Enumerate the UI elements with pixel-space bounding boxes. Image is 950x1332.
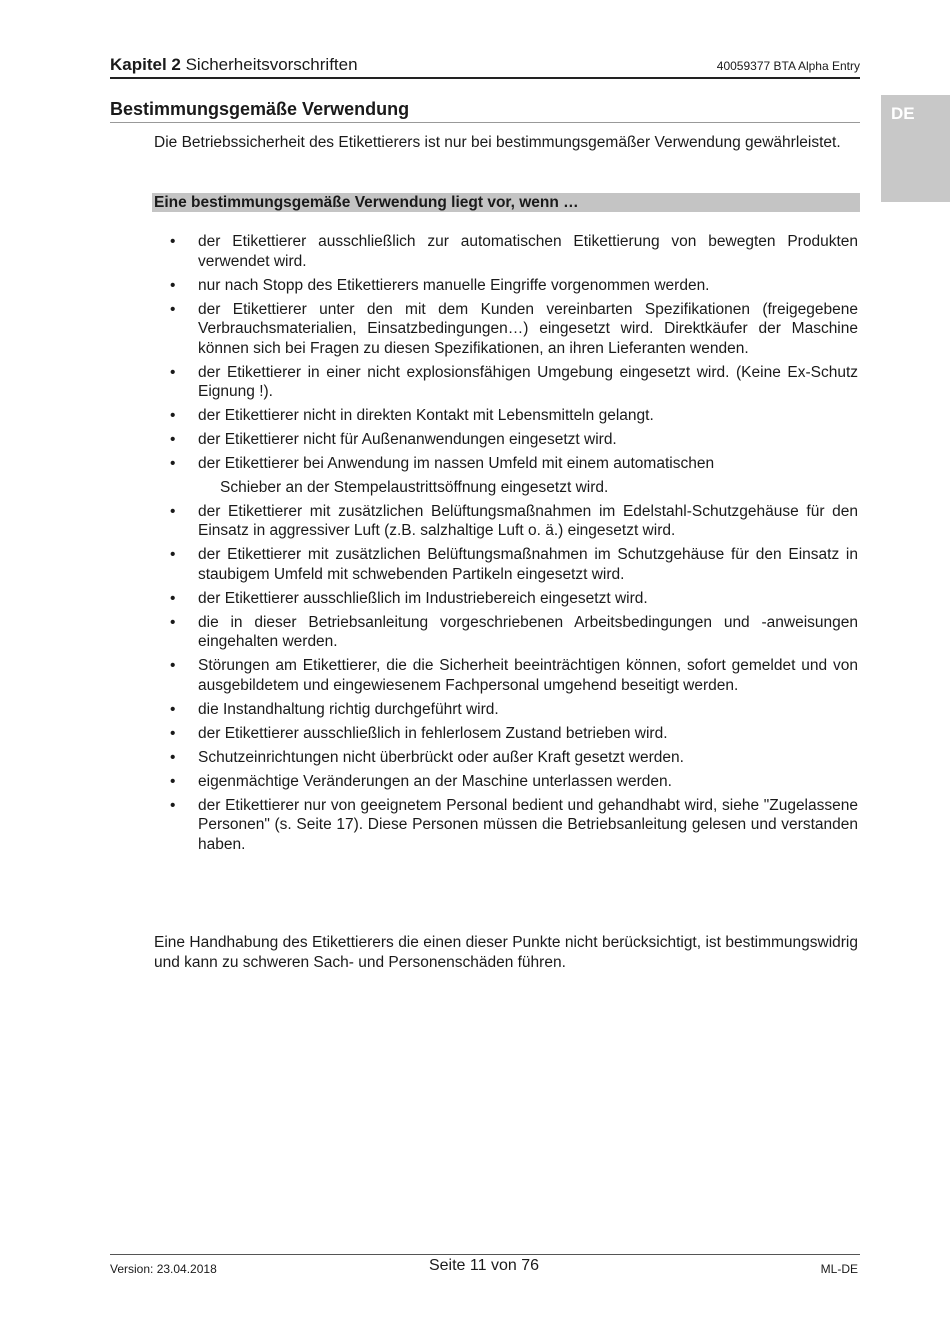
list-item-text: der Etikettierer ausschließlich in fehlerlosem Zustand betrieben wird. <box>198 724 668 742</box>
list-item <box>170 589 858 609</box>
list-item-text: der Etikettierer nicht für Außenanwendungen eingesetzt wird. <box>198 431 617 448</box>
header-rule <box>110 77 860 79</box>
list-item <box>170 406 858 426</box>
list-item <box>170 700 858 720</box>
list-item-text: der Etikettierer nicht in direkten Kontakt mit Lebensmitteln gelangt. <box>198 407 654 424</box>
bullet-icon: • <box>170 407 176 424</box>
bullet-icon: • <box>170 796 176 814</box>
list-item <box>170 772 858 792</box>
language-tab <box>881 95 950 202</box>
list-item <box>170 796 858 855</box>
section-rule <box>110 122 860 123</box>
chapter-heading <box>110 55 358 75</box>
chapter-label: Kapitel 2 <box>110 55 181 74</box>
list-item <box>170 232 858 271</box>
list-item-text: der Etikettierer ausschließlich zur automatischen Etikettierung von bewegten Produkten verwendet wird. <box>198 233 858 270</box>
subheading: Eine bestimmungsgemäße Verwendung liegt vor, wenn … <box>154 194 579 211</box>
bullet-icon: • <box>170 502 176 520</box>
language-tab-label: DE <box>891 104 915 123</box>
list-item-text: der Etikettierer ausschließlich im Industriebereich eingesetzt wird. <box>198 589 648 607</box>
footer-code: ML-DE <box>820 1262 858 1276</box>
list-item-text: der Etikettierer nur von geeignetem Personal bedient und gehandhabt wird, siehe "Zugelassene Personen" (s. Seite 17). Diese Personen müssen die Betriebsanleitung gelesen und verstanden haben. <box>198 796 858 853</box>
list-item-text: der Etikettierer in einer nicht explosionsfähigen Umgebung eingesetzt wird. (Keine Ex-Schutz Eignung !). <box>198 363 858 400</box>
list-item-text: Schutzeinrichtungen nicht überbrückt oder außer Kraft gesetzt werden. <box>198 748 684 766</box>
list-item <box>170 276 858 296</box>
list-item <box>170 300 858 359</box>
footer-version: Version: 23.04.2018 <box>110 1262 217 1276</box>
list-item-text: der Etikettierer mit zusätzlichen Belüftungsmaßnahmen im Edelstahl-Schutzgehäuse für den Einsatz in aggressiver Luft (z.B. salzhaltige Luft o. ä.) eingesetzt wird. <box>198 502 858 539</box>
closing-paragraph: Eine Handhabung des Etikettierers die einen dieser Punkte nicht berücksichtigt, ist bestimmungswidrig und kann zu schweren Sach- und Personenschäden führen. <box>154 934 858 971</box>
section-title: Bestimmungsgemäße Verwendung <box>110 99 410 119</box>
bullet-icon: • <box>170 589 176 607</box>
list-item-text: die in dieser Betriebsanleitung vorgeschriebenen Arbeitsbedingungen und -anweisungen eingehalten werden. <box>198 613 858 650</box>
list-item <box>170 724 858 744</box>
list-item-text: der Etikettierer mit zusätzlichen Belüftungsmaßnahmen im Schutzgehäuse für den Einsatz in staubigem Umfeld mit schwebenden Partikeln eingesetzt wird. <box>198 546 858 583</box>
list-item-text: Störungen am Etikettierer, die die Sicherheit beeinträchtigen können, sofort gemeldet und von ausgebildetem und eingewiesenem Fachpersonal umgehend beseitigt werden. <box>198 657 858 694</box>
bullet-icon: • <box>170 363 176 381</box>
chapter-title: Sicherheitsvorschriften <box>185 55 358 74</box>
subheading-bar <box>152 193 860 212</box>
document-id: 40059377 BTA Alpha Entry <box>716 59 860 73</box>
bullet-icon: • <box>170 724 176 742</box>
bullet-icon: • <box>170 748 176 766</box>
list-item <box>170 748 858 768</box>
bullet-icon: • <box>170 546 176 563</box>
list-item-text: nur nach Stopp des Etikettierers manuelle Eingriffe vorgenommen werden. <box>198 276 710 294</box>
page-header <box>110 55 860 77</box>
bullet-icon: • <box>170 276 176 294</box>
list-item <box>170 454 858 497</box>
bullet-icon: • <box>170 772 176 790</box>
list-item <box>170 363 858 402</box>
list-item-text: der Etikettierer bei Anwendung im nassen Umfeld mit einem automatischen <box>198 455 715 472</box>
list-item <box>170 613 858 652</box>
bullet-icon: • <box>170 300 176 318</box>
list-item <box>170 430 858 450</box>
list-item <box>170 545 858 584</box>
usage-list <box>170 232 858 859</box>
list-item <box>170 656 858 695</box>
list-item-text: die Instandhaltung richtig durchgeführt wird. <box>198 700 499 718</box>
list-item-text: der Etikettierer unter den mit dem Kunden vereinbarten Spezifikationen (freigegebene Verbrauchsmaterialien, Einsatzbedingungen…) eingesetzt wird. Direktkäufer der Maschine können sich bei Fragen zu diesen Spezifikationen, an ihren Lieferanten wenden. <box>198 300 858 357</box>
bullet-icon: • <box>170 657 176 674</box>
bullet-icon: • <box>170 431 176 448</box>
footer-page-number: Seite 11 von 76 <box>428 1257 539 1274</box>
list-item-text: eigenmächtige Veränderungen an der Maschine unterlassen werden. <box>198 772 672 790</box>
list-item-continuation: Schieber an der Stempelaustrittsöffnung eingesetzt wird. <box>220 478 609 496</box>
intro-paragraph: Die Betriebssicherheit des Etikettierers ist nur bei bestimmungsgemäßer Verwendung gewährleistet. <box>154 134 841 151</box>
bullet-icon: • <box>170 233 176 250</box>
list-item <box>170 502 858 541</box>
bullet-icon: • <box>170 613 176 631</box>
footer-rule <box>110 1254 860 1255</box>
bullet-icon: • <box>170 700 176 718</box>
bullet-icon: • <box>170 455 176 472</box>
